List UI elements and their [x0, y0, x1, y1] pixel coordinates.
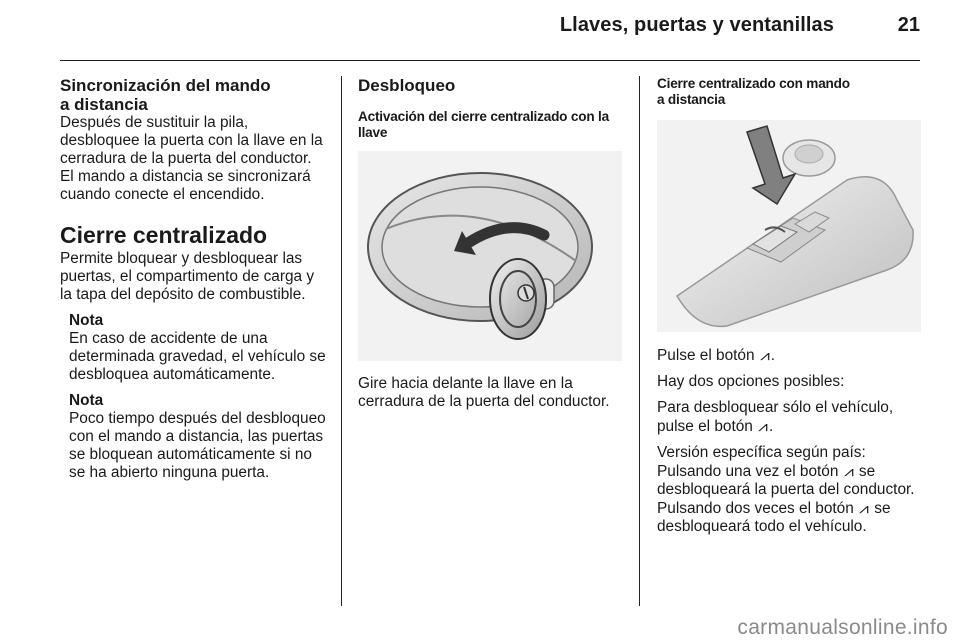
column-1 [60, 76, 328, 482]
vehicle-only-suffix: . [769, 418, 774, 435]
central-locking-heading: Cierre centralizado [60, 222, 268, 248]
page-header-title: Llaves, puertas y ventanillas [559, 14, 834, 36]
note-1 [60, 312, 328, 384]
remote-subheading-line2: a distancia [657, 92, 726, 107]
central-locking-text: Permite bloquear y desbloquear las puertas, el compartimento de carga y la tapa del depósito de combustible. [60, 250, 315, 303]
key-instruction-text: Gire hacia delante la llave en la cerradura de la puerta del conductor. [358, 375, 610, 410]
door-lock-key-illustration [358, 151, 622, 361]
press-button-text [657, 346, 923, 365]
note-2-label: Nota [69, 392, 104, 409]
remote-key-icon [657, 120, 921, 332]
header-divider [60, 60, 920, 61]
vehicle-only-text [657, 399, 923, 436]
page-number: 21 [897, 14, 920, 36]
note-2-text: Poco tiempo después del desbloqueo con el mando a distancia, las puertas se bloquean automáticamente si no se ha abierto ninguna puerta. [69, 410, 326, 481]
remote-key-illustration [657, 120, 921, 332]
watermark: carmanualsonline.info [737, 616, 948, 639]
column-divider-1 [341, 76, 342, 606]
country-part-3: se desbloqueará todo el vehículo. [657, 500, 891, 535]
press-prefix: Pulse el botón [657, 347, 755, 364]
sync-heading-line2: a distancia [60, 95, 148, 114]
sync-heading-line1: Sincronización del mando [60, 76, 271, 95]
sync-heading [60, 76, 328, 114]
door-lock-key-icon [358, 151, 622, 361]
unlocking-heading: Desbloqueo [358, 76, 456, 95]
country-part-1: Versión específica según país: Pulsando una vez el botón [657, 444, 866, 480]
unlock-button-icon: ⩘ [759, 347, 770, 363]
sync-text: Después de sustituir la pila, desbloquee la puerta con la llave en la cerradura de la puerta del conductor. El mando a distancia se sincronizará cuando conecte el encendido. [60, 114, 323, 203]
column-2 [358, 76, 624, 411]
country-specific-text [657, 444, 923, 536]
note-1-text: En caso de accidente de una determinada gravedad, el vehículo se desbloquea automáticamente. [69, 330, 326, 383]
column-divider-2 [639, 76, 640, 606]
vehicle-only-prefix: Para desbloquear sólo el vehículo, pulse el botón [657, 399, 894, 435]
note-2 [60, 392, 328, 482]
column-3 [657, 76, 923, 536]
remote-subheading-line1: Cierre centralizado con mando [657, 76, 850, 91]
unlock-button-icon: ⩘ [843, 463, 854, 479]
press-suffix: . [770, 347, 776, 364]
country-part-2: se desbloqueará la puerta del conductor. Pulsando dos veces el botón [657, 463, 915, 517]
unlock-button-icon: ⩘ [859, 500, 869, 516]
options-text: Hay dos opciones posibles: [657, 373, 845, 390]
remote-control-subheading [657, 76, 923, 108]
unlock-button-icon: ⩘ [758, 418, 769, 434]
note-1-label: Nota [69, 312, 104, 329]
key-activation-subheading: Activación del cierre centralizado con la llave [358, 109, 609, 140]
